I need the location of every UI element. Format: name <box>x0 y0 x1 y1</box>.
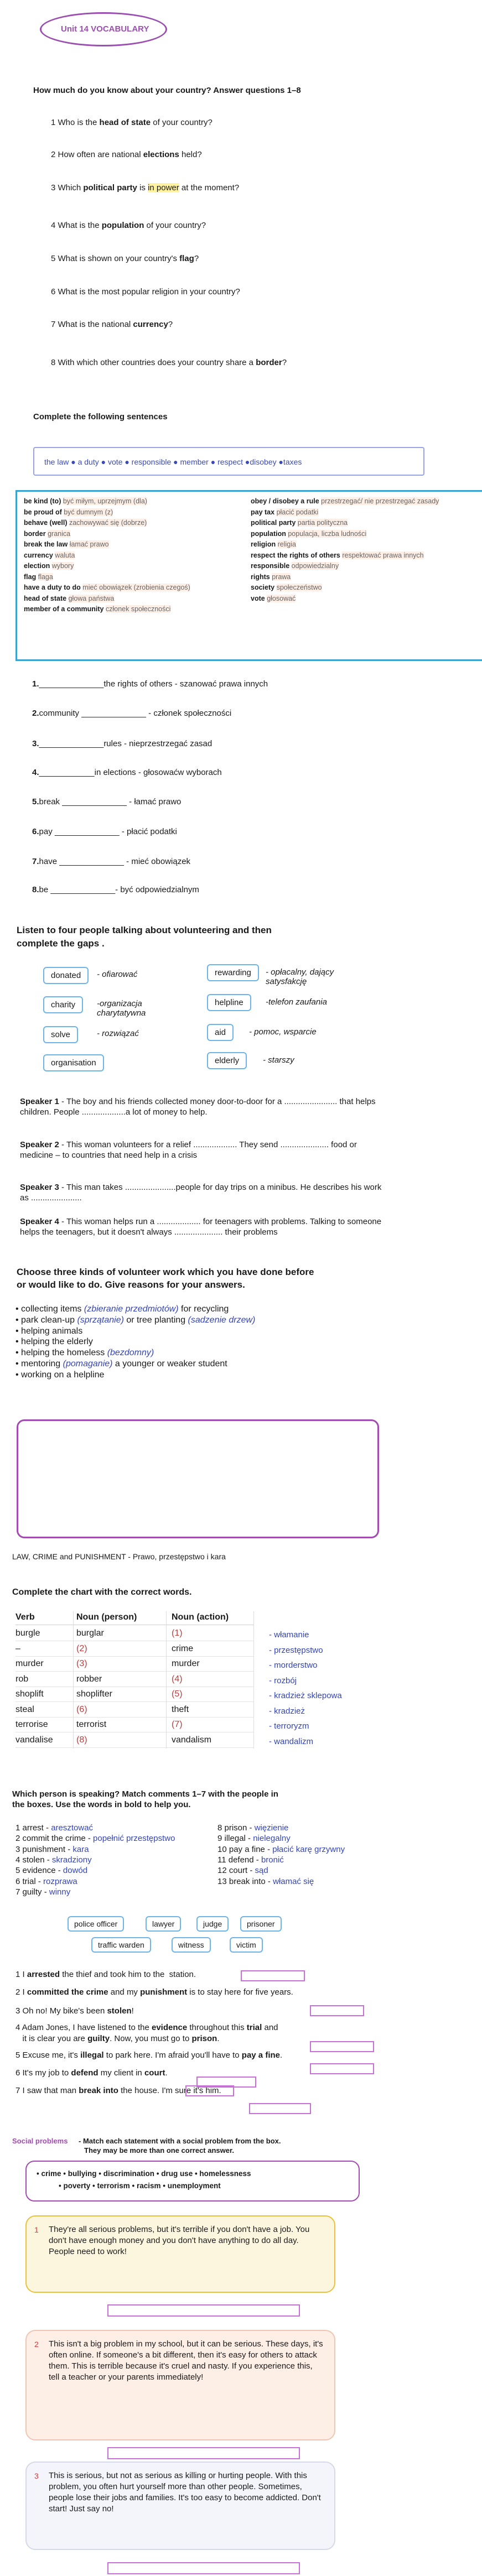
speaker-4 <box>20 1216 391 1237</box>
sentence-2 <box>32 709 231 718</box>
table-row-rule <box>15 1747 253 1748</box>
table-cell-person: shoplifter <box>76 1689 112 1699</box>
match-left-item <box>15 1834 175 1843</box>
question-6: 6 What is the most popular religion in your country? <box>51 287 240 296</box>
statement-answer[interactable] <box>107 2447 300 2459</box>
match-en: 13 break into - <box>217 1876 273 1886</box>
volunteer-item <box>15 1370 104 1380</box>
vocab-pl: członek społeczności <box>105 605 171 613</box>
vocab-en: society <box>251 584 275 591</box>
vocab-left-row <box>24 550 190 561</box>
speaker-label: Speaker 1 <box>20 1097 59 1106</box>
sentence-text: - łamać prawo <box>127 797 182 806</box>
person-box: police officer <box>68 1916 124 1932</box>
chip-translation: -telefon zaufania <box>266 997 327 1007</box>
sentence-text: rules - nieprzestrzegać zasad <box>103 739 213 748</box>
volunteer-en: • working on a helpline <box>15 1370 105 1380</box>
vocab-right-row <box>251 572 450 583</box>
sentence-gap[interactable]: pay ______________ <box>39 827 120 836</box>
statement-answer[interactable] <box>107 2562 300 2574</box>
vocab-right-row <box>251 539 450 550</box>
match-pl: nielegalny <box>253 1834 291 1844</box>
answer-field[interactable] <box>249 2103 311 2114</box>
vocab-right-row <box>251 582 450 594</box>
vocab-en: respect the rights of others <box>251 551 340 559</box>
sentence-1 <box>32 679 268 689</box>
volunteer-rest: a younger or weaker student <box>112 1359 227 1368</box>
sentence-number: 3. <box>32 739 39 748</box>
question-5: 5 What is shown on your country's flag? <box>51 254 199 263</box>
match-en: 2 commit the crime - <box>15 1834 94 1844</box>
volunteer-item <box>15 1315 255 1325</box>
question-2: 2 How often are national elections held? <box>51 150 202 159</box>
sentence-4 <box>32 768 222 777</box>
person-box: judge <box>196 1916 229 1932</box>
volunteer-rest: for recycling <box>178 1304 229 1314</box>
volunteer-heading-2: or would like to do. Give reasons for your answers. <box>17 1279 245 1290</box>
vocab-en: behave (well) <box>24 519 68 527</box>
match-pl: więzienie <box>254 1823 289 1833</box>
table-row-rule <box>15 1717 253 1718</box>
table-cell-verb: terrorise <box>15 1720 48 1729</box>
vocab-left-row <box>24 594 190 605</box>
table-cell-person[interactable]: (6) <box>76 1704 87 1714</box>
volunteer-heading-1: Choose three kinds of volunteer work which you have done before <box>17 1267 314 1277</box>
table-row-rule <box>15 1701 253 1702</box>
table-cell-pl: - kradzież sklepowa <box>269 1691 342 1700</box>
sentence-number: 8. <box>32 885 39 894</box>
vocab-en: have a duty to do <box>24 584 81 591</box>
comment-3: 3 Oh no! My bike's been stolen! <box>15 2006 134 2016</box>
chip-translation: - opłacalny, dający satysfakcję <box>266 967 334 986</box>
vocab-right-row <box>251 507 450 518</box>
sentence-5 <box>32 797 181 806</box>
match-left-item <box>15 1823 93 1833</box>
table-cell-action: crime <box>172 1643 194 1653</box>
table-cell-action[interactable]: (5) <box>172 1689 183 1699</box>
vocab-left-row <box>24 604 190 615</box>
table-cell-action: theft <box>172 1704 189 1714</box>
volunteer-en: • park clean-up <box>15 1315 77 1325</box>
listen-heading-1: Listen to four people talking about volunteering and then <box>17 925 272 935</box>
vocab-right-column <box>251 496 472 604</box>
law-title: LAW, CRIME and PUNISHMENT - Prawo, przestępstwo i kara <box>12 1552 226 1561</box>
vocab-pl: granica <box>48 529 71 538</box>
comment-7: 6 It's my job to defend my client in court. <box>15 2068 168 2078</box>
vocab-pl: być miłym, uprzejmym (dla) <box>63 497 147 505</box>
vocab-pl: przestrzegać/ nie przestrzegać zasady <box>321 497 439 505</box>
vocab-left-column <box>24 496 190 615</box>
statement-text: This is serious, but not as serious as killing or hurting people. With this problem, you often hurt yourself more than other people. Sometimes, people lose their jobs and families. It's too easy to become addicted. Don't start! Just say no! <box>49 2471 321 2513</box>
person-box: lawyer <box>146 1916 181 1932</box>
table-col-rule <box>166 1611 167 1748</box>
sentence-text: - członek społeczności <box>146 709 232 718</box>
sentence-gap[interactable]: break ______________ <box>39 797 127 806</box>
statement-text: This isn't a big problem in my school, but it can be serious. These days, it's often online. If someone's a bit different, then it's easy for others to attack them. This is terrible because it's cruel and nasty. If you experience this, tell a teacher or your parents immediately! <box>49 2339 323 2382</box>
volunteer-en: • collecting items <box>15 1304 84 1314</box>
table-header: Verb <box>15 1612 35 1622</box>
question-3: 3 Which political party is in power at the moment? <box>51 183 240 192</box>
match-left-item <box>15 1855 92 1865</box>
table-header: Noun (person) <box>76 1612 137 1622</box>
sentence-3 <box>32 739 212 748</box>
vocab-pl: waluta <box>55 551 75 559</box>
vocab-en: vote <box>251 594 265 602</box>
answer-field[interactable] <box>241 1970 305 1981</box>
vocab-left-row <box>24 529 190 540</box>
person-box: victim <box>230 1937 263 1953</box>
sentence-gap[interactable]: ____________ <box>39 768 95 777</box>
intro-question: How much do you know about your country? Answer questions 1–8 <box>33 86 301 95</box>
comment-4: 4 Adam Jones, I have listened to the evidence throughout this trial and <box>15 2023 278 2032</box>
vocab-en: break the law <box>24 540 68 548</box>
table-cell-action: vandalism <box>172 1735 212 1745</box>
match-en: 5 evidence - <box>15 1866 63 1876</box>
vocab-en: obey / disobey a rule <box>251 497 319 505</box>
volunteer-pl: (pomaganie) <box>63 1359 113 1368</box>
speaker-3 <box>20 1182 391 1203</box>
question-4: 4 What is the population of your country? <box>51 221 206 230</box>
vocab-en: member of a community <box>24 605 104 613</box>
vocab-pl: łamać prawo <box>69 540 109 548</box>
vocab-pl: partia polityczna <box>297 519 348 527</box>
chip-translation: - starszy <box>263 1055 294 1065</box>
table-cell-person[interactable]: (3) <box>76 1659 87 1668</box>
table-cell-person[interactable]: (8) <box>76 1735 87 1745</box>
match-left-item <box>15 1877 77 1886</box>
match-en: 1 arrest - <box>15 1823 51 1833</box>
vocab-left-row <box>24 572 190 583</box>
comment-1: 1 I arrested the thief and took him to the station. <box>15 1970 196 1979</box>
vocab-pl: płacić podatki <box>276 508 319 516</box>
table-cell-pl: - kradzież <box>269 1706 305 1716</box>
volunteer-item <box>15 1359 227 1369</box>
comment-8: 7 I saw that man break into the house. I'm sure it's him. <box>15 2086 221 2095</box>
table-cell-verb: shoplift <box>15 1689 44 1699</box>
sentence-gap[interactable]: ______________ <box>39 679 104 689</box>
table-cell-pl: - morderstwo <box>269 1661 318 1670</box>
table-cell-pl: - włamanie <box>269 1630 309 1640</box>
chip-organisation: organisation <box>43 1054 104 1071</box>
vocab-pl: głosować <box>267 594 296 602</box>
vocab-pl: mieć obowiązek (zrobienia czegoś) <box>82 584 190 591</box>
table-cell-person[interactable]: (2) <box>76 1643 87 1653</box>
vocab-pl: być dumnym (z) <box>64 508 113 516</box>
table-cell-verb: vandalise <box>15 1735 53 1745</box>
match-right-item <box>217 1845 345 1854</box>
vocab-en: political party <box>251 519 296 527</box>
speaker-1 <box>20 1096 391 1117</box>
match-pl: popełnić przestępstwo <box>93 1834 175 1844</box>
statement-number: 3 <box>34 2471 39 2480</box>
table-cell-pl: - rozbój <box>269 1675 297 1685</box>
chip-helpline: helpline <box>207 994 251 1011</box>
vocab-en: head of state <box>24 594 67 602</box>
word-box: the law ● a duty ● vote ● responsible ● member ● respect ●disobey ●taxes <box>33 447 424 476</box>
speaker-text: - This man takes ......................people for day trips on a minibus. He describes his work as ...................... <box>20 1183 382 1203</box>
social-instr-2: They may be more than one correct answer. <box>84 2146 234 2155</box>
table-col-rule <box>253 1611 254 1748</box>
table-cell-action: murder <box>172 1659 200 1668</box>
sentence-number: 2. <box>32 709 39 718</box>
chip-aid: aid <box>207 1024 234 1041</box>
table-cell-pl: - wandalizm <box>269 1736 314 1746</box>
answer-field[interactable] <box>310 2041 374 2052</box>
chip-rewarding: rewarding <box>207 964 259 981</box>
sentence-number: 1. <box>32 679 39 689</box>
answer-field[interactable] <box>185 2085 234 2096</box>
volunteer-en: • mentoring <box>15 1359 63 1368</box>
sentence-gap[interactable]: be ______________ <box>39 885 116 894</box>
table-cell-pl: - przestępstwo <box>269 1645 323 1655</box>
table-row-rule <box>15 1656 253 1657</box>
question-1: 1 Who is the head of state of your country? <box>51 118 213 127</box>
comment-2: 2 I committed the crime and my punishment is to stay here for five years. <box>15 1987 293 1997</box>
social-words-2: • poverty • terrorism • racism • unemployment <box>59 2182 221 2190</box>
person-box: witness <box>172 1937 211 1953</box>
match-pl: winny <box>49 1887 71 1897</box>
vocab-pl: religia <box>277 540 296 548</box>
vocab-en: rights <box>251 573 270 581</box>
vocab-en: pay tax <box>251 508 275 516</box>
match-en: 10 pay a fine - <box>217 1844 273 1854</box>
complete-heading: Complete the following sentences <box>33 412 168 421</box>
match-en: 7 guilty - <box>15 1887 49 1897</box>
vocab-en: be kind (to) <box>24 497 61 505</box>
sentence-number: 5. <box>32 797 39 806</box>
table-cell-pl: - terroryzm <box>269 1721 309 1731</box>
question-7: 7 What is the national currency? <box>51 320 173 329</box>
answer-box[interactable] <box>17 1419 379 1538</box>
vocab-right-row <box>251 518 450 529</box>
volunteer-pl: (sprzątanie) <box>77 1315 124 1325</box>
speaker-text: - The boy and his friends collected money door-to-door for a ....................... that helps children. People ...................a lot of money to help. <box>20 1097 376 1117</box>
volunteer-item <box>15 1337 93 1347</box>
answer-field[interactable] <box>310 2063 374 2074</box>
table-cell-verb: – <box>15 1643 20 1653</box>
table-cell-verb: burgle <box>15 1628 40 1638</box>
vocab-en: be proud of <box>24 508 62 516</box>
chip-translation: - rozwiązać <box>97 1029 139 1038</box>
table-col-rule <box>73 1611 74 1748</box>
table-cell-action[interactable]: (7) <box>172 1720 183 1729</box>
comment-5: it is clear you are guilty. Now, you must go to prison. <box>15 2034 220 2043</box>
person-box: traffic warden <box>91 1937 151 1953</box>
match-en: 8 prison - <box>217 1823 255 1833</box>
sentence-number: 6. <box>32 827 39 836</box>
match-pl: dowód <box>63 1866 88 1876</box>
volunteer-en: • helping the homeless <box>15 1348 107 1358</box>
volunteer-pl2: (sadzenie drzew) <box>188 1315 256 1325</box>
sentence-gap[interactable]: community ______________ <box>39 709 146 718</box>
vocab-pl: społeczeństwo <box>276 584 322 591</box>
match-pl: kara <box>72 1844 89 1854</box>
match-en: 3 punishment - <box>15 1844 73 1854</box>
table-cell-person: robber <box>76 1674 102 1684</box>
listen-heading-2: complete the gaps . <box>17 938 105 949</box>
sentence-6 <box>32 827 177 836</box>
vocab-pl: odpowiedzialny <box>291 562 339 570</box>
vocab-en: religion <box>251 540 276 548</box>
vocab-pl: prawa <box>272 573 291 581</box>
person-box: prisoner <box>240 1916 282 1932</box>
chip-charity: charity <box>43 996 83 1013</box>
volunteer-en: • helping animals <box>15 1326 83 1336</box>
match-en: 6 trial - <box>15 1876 44 1886</box>
vocab-left-row <box>24 496 190 507</box>
sentence-text: the rights of others - szanować prawa innych <box>103 679 268 689</box>
speaker-label: Speaker 2 <box>20 1140 59 1149</box>
volunteer-rest: or tree planting <box>123 1315 188 1325</box>
match-pl: sąd <box>255 1866 268 1876</box>
match-pl: skradziony <box>51 1855 92 1865</box>
match-pl: włamać się <box>273 1876 314 1886</box>
vocab-en: election <box>24 562 50 570</box>
table-cell-person: burglar <box>76 1628 104 1638</box>
speaker-text: - This woman volunteers for a relief ................... They send ..................... food or medicine – to countries that need help in a crisis <box>20 1140 357 1160</box>
answer-field[interactable] <box>310 2005 364 2016</box>
match-pl: rozprawa <box>43 1876 77 1886</box>
sentence-gap[interactable]: have ______________ <box>39 857 125 866</box>
social-words-1: • crime • bullying • discrimination • drug use • homelessness <box>37 2169 251 2178</box>
table-cell-action[interactable]: (4) <box>172 1674 183 1684</box>
chip-donated: donated <box>43 967 89 984</box>
volunteer-pl: (bezdomny) <box>107 1348 154 1358</box>
match-en: 9 illegal - <box>217 1834 253 1844</box>
vocab-box <box>15 490 482 661</box>
chip-translation: - pomoc, wsparcie <box>249 1027 317 1037</box>
statement-answer[interactable] <box>107 2304 300 2317</box>
vocab-left-row <box>24 539 190 550</box>
vocab-left-row <box>24 582 190 594</box>
match-left-item <box>15 1845 89 1854</box>
table-header: Noun (action) <box>172 1612 229 1622</box>
speaker-label: Speaker 4 <box>20 1217 59 1226</box>
match-left-item <box>15 1866 87 1875</box>
vocab-pl: respektować prawa innych <box>342 551 424 559</box>
statement-2 <box>25 2330 335 2440</box>
vocab-en: currency <box>24 551 53 559</box>
social-instr-1: - Match each statement with a social problem from the box. <box>79 2137 281 2145</box>
table-cell-verb: murder <box>15 1659 44 1668</box>
match-heading-1: Which person is speaking? Match comments 1–7 with the people in <box>12 1789 278 1799</box>
vocab-left-row <box>24 518 190 529</box>
volunteer-item <box>15 1304 229 1314</box>
sentence-gap[interactable]: ______________ <box>39 739 104 748</box>
vocab-pl: populacja, liczba ludności <box>288 529 367 538</box>
sentence-8 <box>32 885 199 894</box>
vocab-right-row <box>251 594 450 605</box>
match-heading-2: the boxes. Use the words in bold to help you. <box>12 1800 191 1809</box>
sentence-text: - być odpowiedzialnym <box>115 885 199 894</box>
match-right-item <box>217 1834 291 1843</box>
speaker-2 <box>20 1139 391 1160</box>
match-right-item <box>217 1823 288 1833</box>
table-cell-person: terrorist <box>76 1720 107 1729</box>
vocab-en: border <box>24 529 46 538</box>
sentence-text: in elections - głosowaćw wyborach <box>94 768 222 777</box>
vocab-pl: głowa państwa <box>68 594 115 602</box>
vocab-pl: flaga <box>38 573 53 581</box>
chip-translation: -organizacja charytatywna <box>97 999 146 1018</box>
sentence-text: - płacić podatki <box>119 827 177 836</box>
table-cell-verb: steal <box>15 1704 34 1714</box>
match-pl: bronić <box>261 1855 284 1865</box>
social-word-box <box>25 2161 360 2202</box>
statement-text: They're all serious problems, but it's terrible if you don't have a job. You don't have enough money and you don't have anything to do all day. People need to work! <box>49 2225 310 2256</box>
match-right-item <box>217 1866 268 1875</box>
statement-3 <box>25 2461 335 2550</box>
vocab-right-row <box>251 496 450 507</box>
speaker-label: Speaker 3 <box>20 1183 59 1192</box>
unit-title: Unit 14 VOCABULARY <box>61 24 149 34</box>
statement-1 <box>25 2215 335 2293</box>
statement-number: 1 <box>34 2225 39 2234</box>
table-cell-action[interactable]: (1) <box>172 1628 183 1638</box>
vocab-en: flag <box>24 573 37 581</box>
chip-solve: solve <box>43 1026 78 1043</box>
match-right-item <box>217 1877 314 1886</box>
vocab-pl: wybory <box>51 562 74 570</box>
match-en: 4 stolen - <box>15 1855 52 1865</box>
statement-number: 2 <box>34 2340 39 2349</box>
chip-translation: - ofiarować <box>97 970 138 979</box>
vocab-right-row <box>251 529 450 540</box>
sentence-7 <box>32 857 190 866</box>
match-pl: aresztować <box>51 1823 94 1833</box>
match-left-item <box>15 1887 70 1897</box>
vocab-en: population <box>251 529 286 538</box>
volunteer-pl: (zbieranie przedmiotów) <box>84 1304 179 1314</box>
table-cell-verb: rob <box>15 1674 29 1684</box>
vocab-right-row <box>251 550 450 561</box>
vocab-left-row <box>24 507 190 518</box>
match-pl: płacić karę grzywny <box>272 1844 345 1854</box>
social-title: Social problems <box>12 2137 68 2145</box>
match-en: 12 court - <box>217 1866 255 1876</box>
vocab-en: responsible <box>251 562 290 570</box>
volunteer-item <box>15 1326 82 1336</box>
volunteer-en: • helping the elderly <box>15 1337 93 1347</box>
chart-heading: Complete the chart with the correct words. <box>12 1588 192 1597</box>
speaker-text: - This woman helps run a ................... for teenagers with problems. Talking to someone helps the teenagers, but it doesn't always ..................... their problems <box>20 1217 382 1237</box>
match-en: 11 defend - <box>217 1855 261 1865</box>
volunteer-item <box>15 1348 154 1358</box>
chip-elderly: elderly <box>207 1052 247 1069</box>
vocab-right-row <box>251 561 450 572</box>
table-row-rule <box>15 1671 253 1672</box>
match-right-item <box>217 1855 284 1865</box>
sentence-number: 4. <box>32 768 39 777</box>
vocab-pl: zachowywać się (dobrze) <box>69 519 147 527</box>
comment-6: 5 Excuse me, it's illegal to park here. I'm afraid you'll have to pay a fine. <box>15 2051 283 2060</box>
sentence-text: - mieć obowiązek <box>124 857 191 866</box>
question-8: 8 With which other countries does your country share a border? <box>51 358 287 367</box>
sentence-number: 7. <box>32 857 39 866</box>
vocab-left-row <box>24 561 190 572</box>
